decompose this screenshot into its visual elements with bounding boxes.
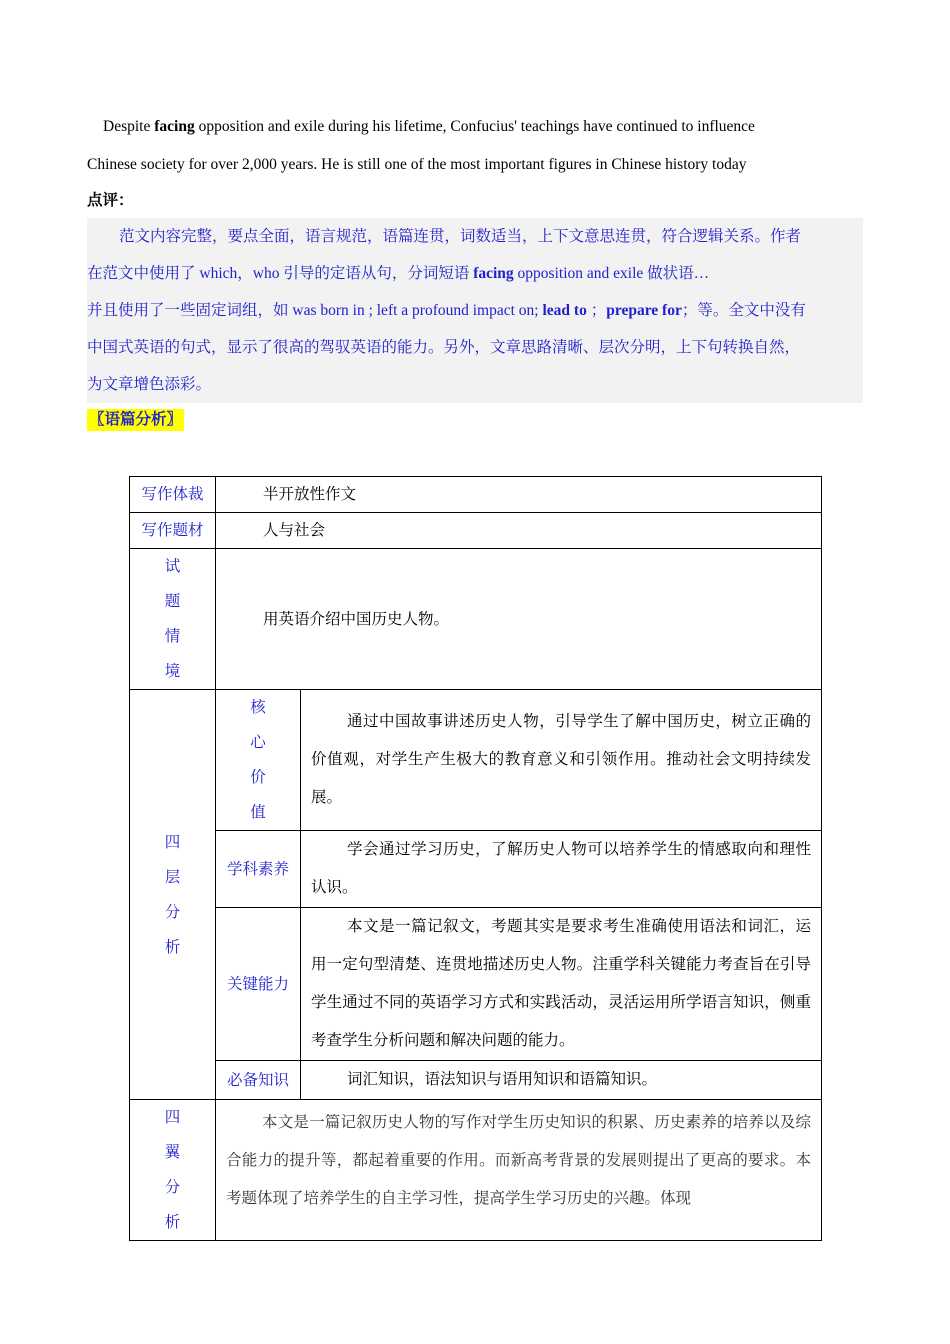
theme-value: 人与社会 — [216, 513, 822, 549]
label-char: 四 — [164, 1109, 181, 1126]
label-char: 析 — [164, 938, 181, 956]
table-row — [130, 1061, 822, 1100]
intro-text: opposition and exile during his lifetime, Confucius' teachings have continued to influence — [194, 118, 755, 135]
review-line — [87, 292, 863, 329]
review-text: 并且使用了一些固定词组，如 was born in ; left a profound impact on; — [87, 302, 543, 319]
table-row — [130, 908, 822, 1061]
label-char: 层 — [164, 868, 181, 886]
cell-text: 学会通过学习历史，了解历史人物可以培养学生的情感取向和理性认识。 — [311, 841, 812, 896]
cell-text: 本文是一篇记叙文，考题其实是要求考生准确使用语法和词汇，运用一定句型清楚、连贯地描述历史人物。注重学科关键能力考查旨在引导学生通过不同的英语学习方式和实践活动，灵活运用所学语言知识，侧重考查学生分析问题和解决问题的能力。 — [311, 918, 812, 1049]
genre-label: 写作体裁 — [130, 477, 216, 513]
intro-line-1 — [87, 108, 863, 146]
review-bold: lead to — [542, 302, 587, 319]
label-char: 值 — [250, 804, 266, 821]
intro-bold-word: facing — [154, 118, 195, 135]
label-char: 四 — [164, 833, 181, 851]
theme-label: 写作题材 — [130, 513, 216, 549]
review-text: ； — [586, 302, 607, 319]
analysis-table — [129, 476, 822, 1241]
label-char: 分 — [164, 1179, 181, 1196]
review-bold: prepare for — [606, 302, 682, 319]
core-value-text — [301, 690, 822, 831]
table-row — [130, 690, 822, 831]
label-char: 试 — [164, 558, 181, 575]
review-text: opposition and exile 做状语… — [513, 265, 710, 282]
review-label: 点评： — [87, 192, 134, 209]
review-line — [87, 255, 863, 292]
label-char: 价 — [250, 769, 266, 786]
literacy-text — [301, 831, 822, 908]
label-char: 分 — [164, 903, 181, 921]
section-tag: 〖语篇分析〗 — [87, 409, 184, 431]
key-ability-label: 关键能力 — [216, 908, 301, 1061]
review-bold: facing — [473, 265, 514, 282]
review-line: 范文内容完整，要点全面，语言规范，语篇连贯，词数适当，上下文意思连贯，符合逻辑关系。作者 — [119, 228, 802, 245]
genre-value: 半开放性作文 — [216, 477, 822, 513]
knowledge-text — [301, 1061, 822, 1100]
core-value-label — [216, 690, 301, 831]
label-char: 心 — [250, 734, 266, 751]
cell-text: 词汇知识，语法知识与语用知识和语篇知识。 — [347, 1071, 658, 1088]
review-text: 在范文中使用了 which，who 引导的定语从句，分词短语 — [87, 265, 474, 282]
review-box — [87, 218, 863, 403]
four-wing-text — [216, 1100, 822, 1241]
four-wing-label — [130, 1100, 216, 1241]
table-row — [130, 1100, 822, 1241]
review-text: ；等。全文中没有 — [681, 302, 806, 319]
literacy-label: 学科素养 — [216, 831, 301, 908]
context-label — [130, 549, 216, 690]
review-line: 为文章增色添彩。 — [87, 376, 212, 393]
table-row — [130, 513, 822, 549]
label-char: 题 — [164, 593, 181, 610]
label-char: 析 — [164, 1214, 181, 1231]
label-char: 翼 — [164, 1144, 181, 1161]
knowledge-label: 必备知识 — [216, 1061, 301, 1100]
intro-text: Despite — [103, 118, 155, 135]
table-row — [130, 831, 822, 908]
label-char: 情 — [164, 628, 181, 645]
label-char: 核 — [250, 699, 266, 716]
key-ability-text — [301, 908, 822, 1061]
label-char: 境 — [164, 663, 181, 680]
cell-text: 本文是一篇记叙历史人物的写作对学生历史知识的积累、历史素养的培养以及综合能力的提升等，都起着重要的作用。而新高考背景的发展则提出了更高的要求。本考题体现了培养学生的自主学习性，提高学生学习历史的兴趣。体现 — [226, 1114, 812, 1207]
review-line: 中国式英语的句式，显示了很高的驾驭英语的能力。另外，文章思路清晰、层次分明，上下句转换自然， — [87, 339, 801, 356]
context-value: 用英语介绍中国历史人物。 — [216, 549, 822, 690]
intro-line-2: Chinese society for over 2,000 years. He is still one of the most important figures in Chinese history today — [87, 156, 747, 173]
table-row — [130, 549, 822, 690]
table-row — [130, 477, 822, 513]
four-layer-label — [130, 690, 216, 1100]
cell-text: 通过中国故事讲述历史人物，引导学生了解中国历史，树立正确的价值观，对学生产生极大的教育意义和引领作用。推动社会文明持续发展。 — [311, 713, 812, 806]
